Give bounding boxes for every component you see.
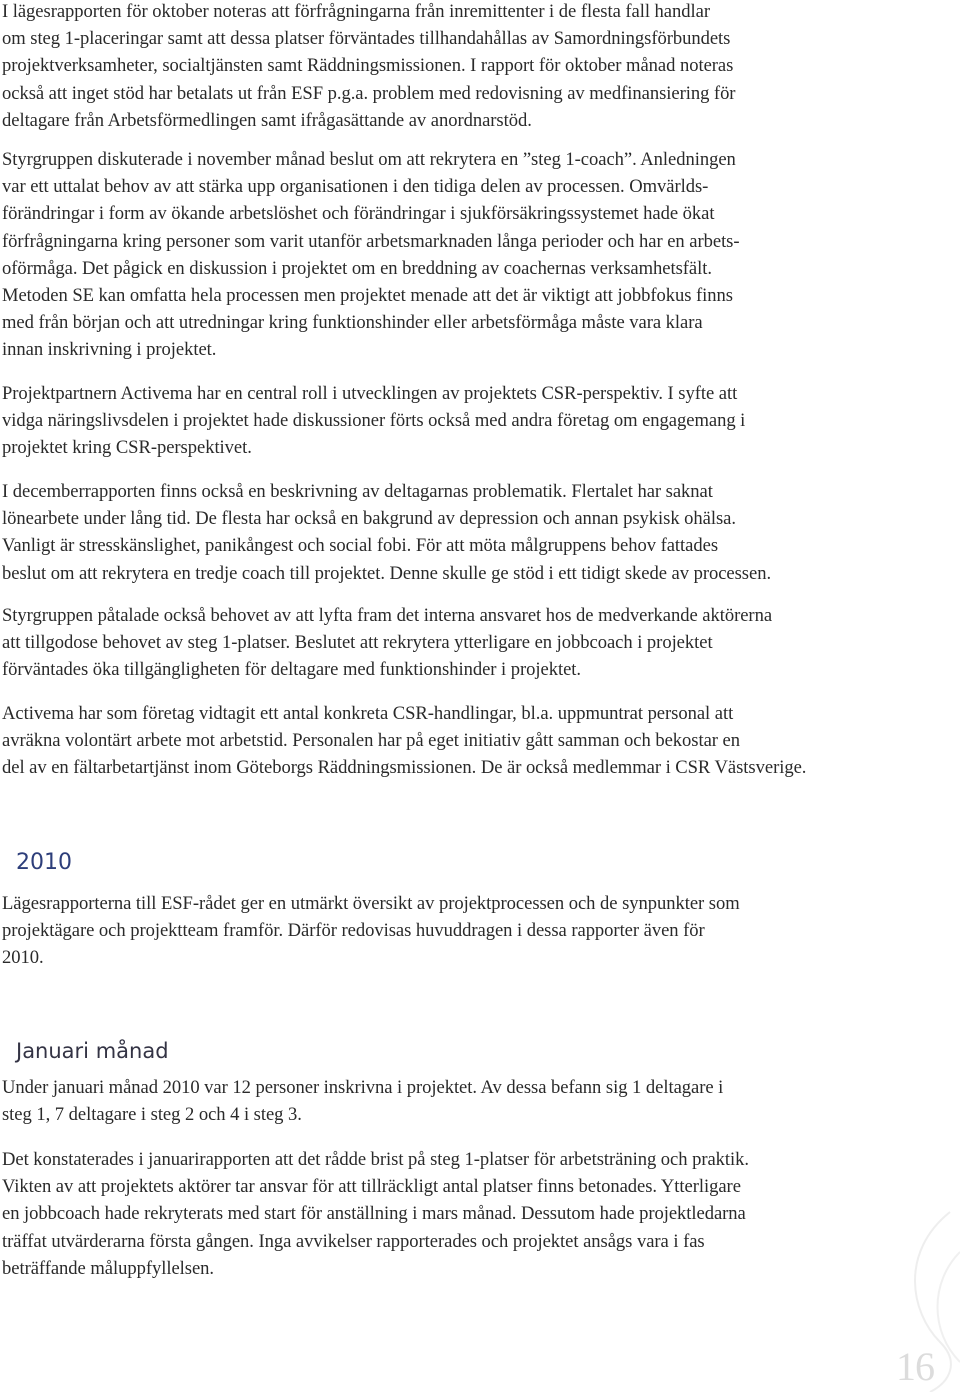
text-line: beslut om att rekrytera en tredje coach till projektet. Denne skulle ge stöd i ett tidigt skede av processen.: [2, 562, 772, 584]
paragraph-activema-csr: [2, 380, 957, 462]
text-line: träffat utvärderarna första gången. Inga avvikelser rapporterades och projektet ansågs vara i fas: [2, 1230, 705, 1252]
text-line: Activema har som företag vidtagit ett antal konkreta CSR-handlingar, bl.a. uppmuntrat personal att: [2, 703, 734, 724]
section-heading-year: 2010: [16, 850, 72, 875]
text-line: innan inskrivning i projektet.: [2, 339, 217, 361]
text-line: med från början och att utredningar kring funktionshinder eller arbetsförmåga måste vara klara: [2, 312, 703, 334]
text-line: Styrgruppen påtalade också behovet av att lyfta fram det interna ansvaret hos de medverkande aktörerna: [2, 605, 773, 626]
section-heading-month: Januari månad: [16, 1039, 169, 1063]
text-line: förfrågningarna kring personer som varit utanför arbetsmarknaden långa perioder och har en arbets-: [2, 230, 740, 252]
text-line: beträffande måluppfyllelsen.: [2, 1257, 215, 1279]
paragraph-steering-group-responsibility: [2, 602, 957, 684]
text-line: att tillgodose behovet av steg 1-platser. Beslutet att rekrytera ytterligare en jobbcoach i projektet: [2, 632, 713, 654]
paragraph-oktober-report: [2, 0, 957, 134]
text-line: Det konstaterades i januarirapporten att det rådde brist på steg 1-platser för arbetsträning och praktik.: [2, 1149, 750, 1170]
text-line: projektägare och projektteam framför. Därför redovisas huvuddragen i dessa rapporter även för: [2, 920, 705, 942]
text-line: Vikten av att projektets aktörer tar ansvar för att tillräckligt antal platser finns betonades. Ytterligare: [2, 1176, 741, 1198]
text-line: deltagare från Arbetsförmedlingen samt ifrågasättande av anordnarstöd.: [2, 109, 532, 131]
text-line: vidga näringslivsdelen i projektet hade diskussioner förts också med andra företag om engagemang i: [2, 410, 746, 432]
text-line: Projektpartnern Activema har en central roll i utvecklingen av projektets CSR-perspektiv. I syfte att: [2, 383, 738, 404]
text-line: I lägesrapporten för oktober noteras att förfrågningarna från inremittenter i de flesta fall handlar: [2, 1, 710, 22]
paragraph-activema-actions: [2, 700, 957, 782]
paragraph-january-participants: [2, 1074, 957, 1128]
text-line: om steg 1-placeringar samt att dessa platser förväntades tillhandahållas av Samordningsförbundets: [2, 28, 731, 50]
text-line: förväntades öka tillgängligheten för deltagare med funktionshinder i projektet.: [2, 659, 581, 681]
text-line: projektet kring CSR-perspektivet.: [2, 437, 252, 459]
text-line: oförmåga. Det pågick en diskussion i projektet om en breddning av coachernas verksamhetsfält.: [2, 257, 712, 279]
text-line: Under januari månad 2010 var 12 personer inskrivna i projektet. Av dessa befann sig 1 deltagare i: [2, 1077, 724, 1098]
text-line: Lägesrapporterna till ESF-rådet ger en utmärkt översikt av projektprocessen och de synpunkter som: [2, 893, 740, 914]
text-line: 2010.: [2, 947, 44, 969]
paragraph-steering-group-november: [2, 146, 957, 364]
text-line: lönearbete under lång tid. De flesta har också en bakgrund av depression och annan psykisk ohälsa.: [2, 508, 736, 530]
text-line: projektverksamheter, socialtjänsten samt Räddningsmissionen. I rapport för oktober månad noteras: [2, 55, 734, 77]
text-line: avräkna volontärt arbete mot arbetstid. Personalen har på eget initiativ gått samman och bekostar en: [2, 730, 740, 752]
text-line: del av en fältarbetartjänst inom Göteborgs Räddningsmissionen. De är också medlemmar i CSR Västsverige.: [2, 757, 807, 779]
text-line: också att inget stöd har betalats ut från ESF p.g.a. problem med redovisning av medfinansiering för: [2, 82, 736, 104]
text-line: var ett uttalat behov av att stärka upp organisationen i den tidiga delen av processen. Omvärlds-: [2, 176, 709, 198]
text-line: I decemberrapporten finns också en beskrivning av deltagarnas problematik. Flertalet har saknat: [2, 481, 713, 502]
text-line: Styrgruppen diskuterade i november månad beslut om att rekrytera en ”steg 1-coach”. Anledningen: [2, 149, 736, 170]
paragraph-status-reports-intro: [2, 890, 957, 972]
text-line: Vanligt är stresskänslighet, panikångest och social fobi. För att möta målgruppens behov fattades: [2, 535, 719, 557]
decorative-swirl-watermark: [800, 1192, 960, 1392]
paragraph-december-report: [2, 478, 957, 587]
text-line: Metoden SE kan omfatta hela processen men projektet menade att det är viktigt att jobbfokus finns: [2, 285, 733, 307]
text-line: en jobbcoach hade rekryterats med start för anställning i mars månad. Dessutom hade projektledarna: [2, 1203, 746, 1225]
page-number: 16: [896, 1344, 934, 1389]
text-line: steg 1, 7 deltagare i steg 2 och 4 i steg 3.: [2, 1104, 302, 1126]
text-line: förändringar i form av ökande arbetslöshet och förändringar i sjukförsäkringssystemet hade ökat: [2, 203, 715, 225]
